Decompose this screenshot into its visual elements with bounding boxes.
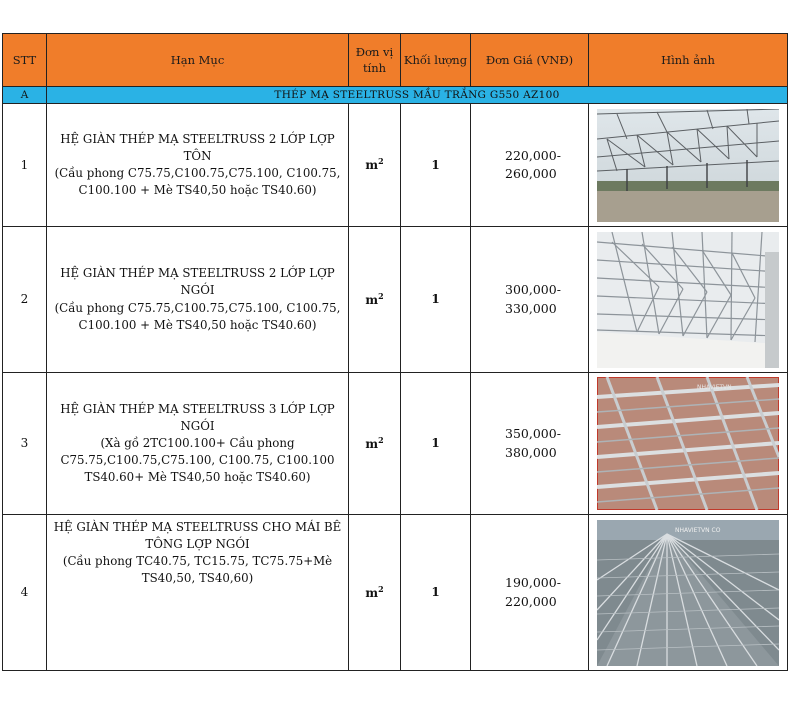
row-desc: (Cầu phong C75.75,C100.75,C75.100, C100.75, C100.100 + Mè TS40,50 hoặc TS40.60)	[54, 300, 341, 332]
unit-sup: 2	[378, 583, 384, 594]
row-desc: (Xà gồ 2TC100.100+ Cầu phong C75.75,C100.75,C75.100, C100.75, C100.100 TS40.60+ Mè TS40,50 hoặc TS40.60)	[60, 435, 335, 485]
image-watermark: NHAVIETVN	[697, 384, 732, 391]
section-title: THÉP MẠ STEELTRUSS MẦU TRẮNG G550 AZ100	[47, 87, 788, 104]
header-unit: Đơn vị tính	[349, 34, 401, 87]
row-image	[589, 373, 788, 515]
row-stt: 2	[3, 227, 47, 373]
unit-sup: 2	[378, 156, 384, 167]
three-layer-truss-photo	[597, 377, 779, 510]
price-table-container	[2, 33, 787, 671]
table-row	[3, 227, 788, 373]
header-qty: Khối lượng	[401, 34, 471, 87]
row-stt: 4	[3, 515, 47, 671]
header-price: Đơn Giá (VNĐ)	[471, 34, 589, 87]
row-qty: 1	[401, 227, 471, 373]
row-title: HỆ GIÀN THÉP MẠ STEELTRUSS 2 LỚP LỢP TÔN	[60, 131, 335, 163]
row-item	[47, 515, 349, 671]
row-desc: (Cầu phong TC40.75, TC15.75, TC75.75+Mè TS40,50, TS40,60)	[62, 554, 333, 586]
unit-text: m	[365, 292, 379, 307]
header-stt: STT	[3, 34, 47, 87]
concrete-roof-battens-photo	[597, 520, 779, 666]
row-title: HỆ GIÀN THÉP MẠ STEELTRUSS CHO MÁI BÊ TÔNG LỢP NGÓI	[53, 520, 342, 552]
row-stt: 3	[3, 373, 47, 515]
row-title: HỆ GIÀN THÉP MẠ STEELTRUSS 2 LỚP LỢP NGÓI	[60, 266, 335, 298]
image-watermark: NHAVIETVN CO	[675, 526, 721, 534]
row-price: 190,000- 220,000	[471, 515, 589, 671]
row-desc: (Cầu phong C75.75,C100.75,C75.100, C100.75, C100.100 + Mè TS40,50 hoặc TS40.60)	[54, 166, 341, 198]
table-row	[3, 104, 788, 227]
header-row	[3, 34, 788, 87]
row-unit	[349, 227, 401, 373]
price-table	[2, 33, 788, 671]
row-qty: 1	[401, 104, 471, 227]
section-code: A	[3, 87, 47, 104]
row-unit	[349, 515, 401, 671]
row-item	[47, 227, 349, 373]
truss-ceiling-photo	[597, 232, 779, 368]
header-image: Hình ảnh	[589, 34, 788, 87]
row-image	[589, 104, 788, 227]
row-item	[47, 104, 349, 227]
row-stt: 1	[3, 104, 47, 227]
unit-text: m	[365, 585, 379, 600]
row-qty: 1	[401, 373, 471, 515]
row-price: 300,000- 330,000	[471, 227, 589, 373]
row-qty: 1	[401, 515, 471, 671]
row-unit	[349, 104, 401, 227]
unit-sup: 2	[378, 290, 384, 301]
row-item	[47, 373, 349, 515]
steel-roof-frame-photo	[597, 109, 779, 222]
row-image	[589, 227, 788, 373]
row-title: HỆ GIÀN THÉP MẠ STEELTRUSS 3 LỚP LỢP NGÓI	[60, 401, 335, 433]
table-row	[3, 373, 788, 515]
unit-sup: 2	[378, 434, 384, 445]
unit-text: m	[365, 436, 379, 451]
row-price: 220,000- 260,000	[471, 104, 589, 227]
section-row	[3, 87, 788, 104]
unit-text: m	[365, 158, 379, 173]
table-row	[3, 515, 788, 671]
row-price: 350,000- 380,000	[471, 373, 589, 515]
row-image	[589, 515, 788, 671]
header-item: Hạn Mục	[47, 34, 349, 87]
row-unit	[349, 373, 401, 515]
